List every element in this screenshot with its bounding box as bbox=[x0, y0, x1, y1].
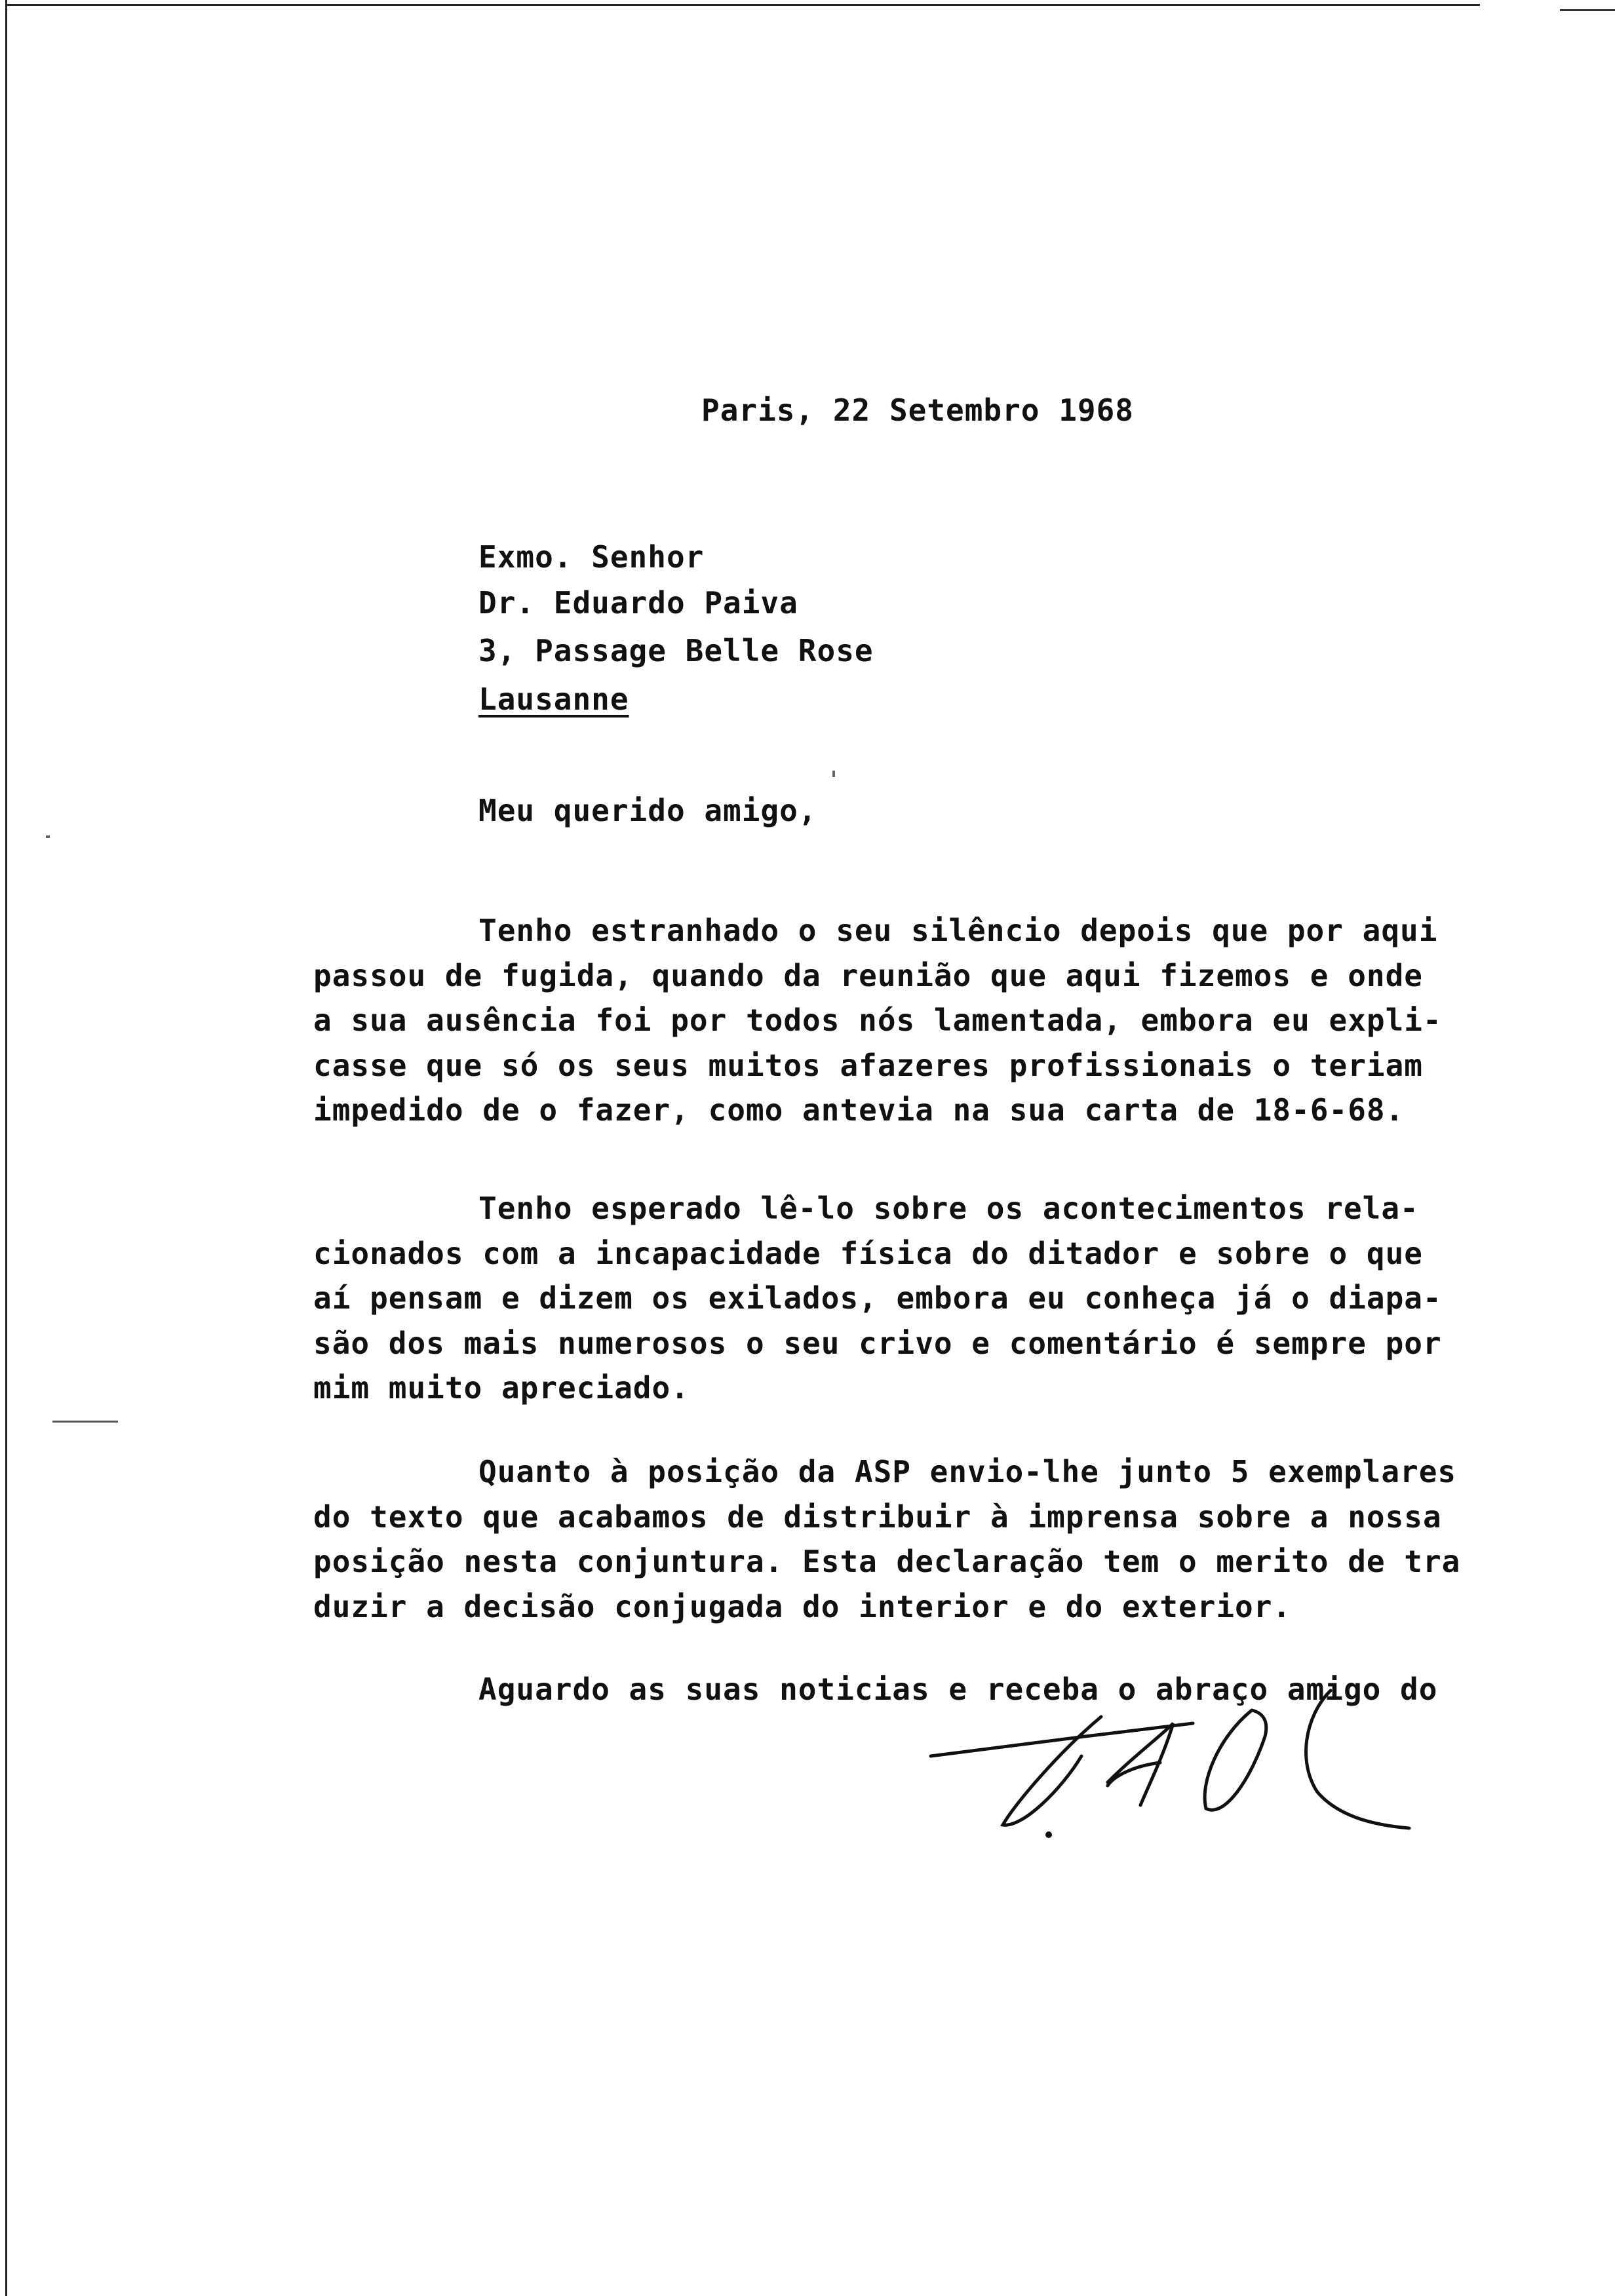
page-edge-left bbox=[5, 0, 7, 2296]
paragraph-2 bbox=[313, 1186, 1442, 1411]
paragraph-line: casse que só os seus muitos afazeres profissionais o teriam bbox=[313, 1047, 1423, 1083]
paragraph-line: Quanto à posição da ASP envio-lhe junto 5 exemplares bbox=[478, 1454, 1457, 1489]
paragraph-line: a sua ausência foi por todos nós lamentada, embora eu expli- bbox=[313, 1003, 1442, 1038]
page-edge-top bbox=[5, 4, 1480, 6]
paragraph-line: duzir a decisão conjugada do interior e do exterior. bbox=[313, 1588, 1292, 1624]
paragraph-line: Tenho esperado lê-lo sobre os acontecimentos rela- bbox=[478, 1191, 1419, 1226]
paragraph-line: mim muito apreciado. bbox=[313, 1370, 690, 1406]
paragraph-line: aí pensam e dizem os exilados, embora eu conheça já o diapa- bbox=[313, 1280, 1442, 1316]
paragraph-line: do texto que acabamos de distribuir à imprensa sobre a nossa bbox=[313, 1499, 1442, 1535]
signature-dot bbox=[1045, 1831, 1052, 1838]
paragraph-line: impedido de o fazer, como antevia na sua carta de 18-6-68. bbox=[313, 1092, 1405, 1128]
recipient-city: Lausanne bbox=[478, 681, 629, 717]
place-date: Paris, 22 Setembro 1968 bbox=[701, 392, 1134, 428]
handwritten-signature bbox=[911, 1677, 1501, 1848]
recipient-street: 3, Passage Belle Rose bbox=[478, 633, 874, 668]
page-edge-top-right bbox=[1560, 9, 1615, 11]
closing-line: Aguardo as suas noticias e receba o abraço amigo do bbox=[478, 1672, 1438, 1707]
ink-speck bbox=[46, 835, 50, 838]
paragraph-3 bbox=[313, 1449, 1460, 1629]
paragraph-line: são dos mais numerosos o seu crivo e comentário é sempre por bbox=[313, 1325, 1442, 1361]
salutation: Meu querido amigo, bbox=[478, 793, 817, 828]
paragraph-line: posição nesta conjuntura. Esta declaração tem o merito de tra bbox=[313, 1544, 1461, 1579]
recipient-name: Dr. Eduardo Paiva bbox=[478, 585, 798, 621]
paragraph-1 bbox=[313, 908, 1442, 1133]
paragraph-line: Tenho estranhado o seu silêncio depois que por aqui bbox=[478, 913, 1438, 948]
paragraph-line: passou de fugida, quando da reunião que aqui fizemos e onde bbox=[313, 957, 1423, 993]
margin-mark bbox=[52, 1421, 118, 1423]
paragraph-line: cionados com a incapacidade física do ditador e sobre o que bbox=[313, 1235, 1423, 1271]
ink-speck bbox=[832, 771, 835, 777]
recipient-title: Exmo. Senhor bbox=[478, 539, 705, 575]
